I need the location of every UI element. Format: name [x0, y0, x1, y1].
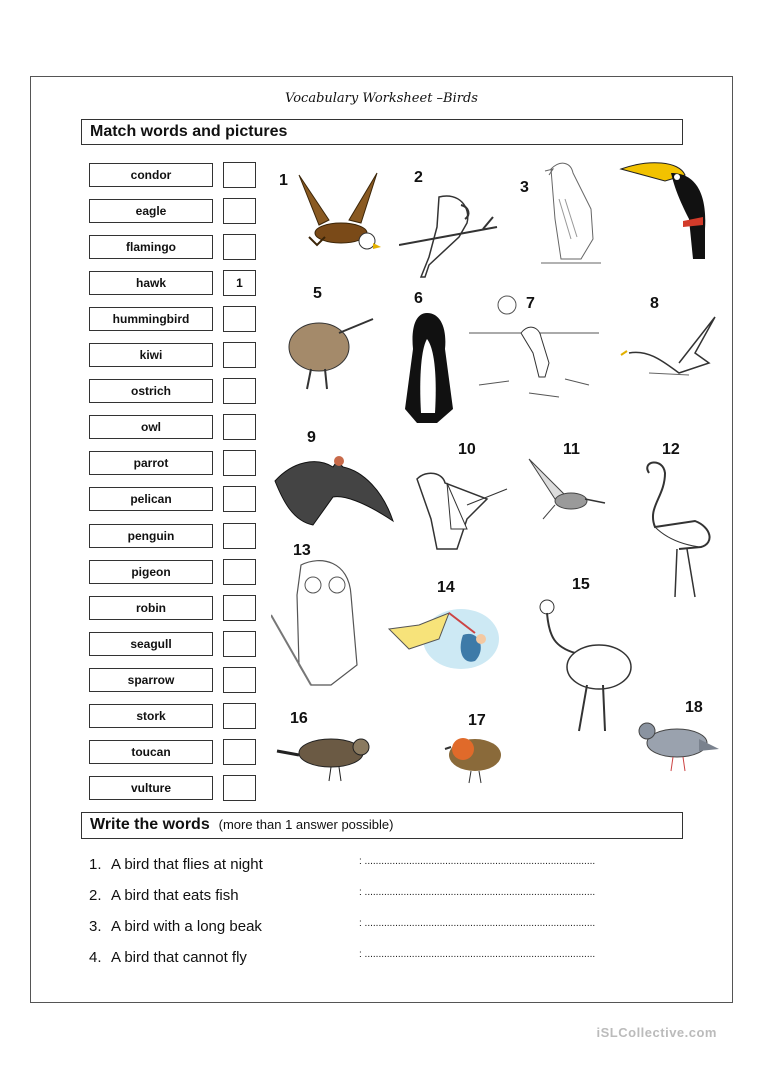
kiwi-picture	[281, 303, 377, 393]
picture-number: 17	[468, 712, 486, 729]
answer-box[interactable]	[223, 198, 256, 224]
question-number: 2.	[89, 887, 102, 904]
flamingo-picture	[635, 457, 721, 601]
ostrich-picture	[535, 597, 639, 737]
word-item: stork	[89, 704, 213, 728]
answer-box[interactable]: 1	[223, 270, 256, 296]
answer-box[interactable]	[223, 667, 256, 693]
picture-number: 5	[313, 285, 322, 302]
owl-picture	[271, 555, 365, 691]
question-row	[89, 887, 239, 904]
word-item: pigeon	[89, 560, 213, 584]
picture-number: 9	[307, 429, 316, 446]
word-item: condor	[89, 163, 213, 187]
eagle-picture	[289, 165, 385, 261]
section-match-header	[81, 119, 683, 145]
picture-number: 13	[293, 542, 311, 559]
picture-number: 8	[650, 295, 659, 312]
hawk-picture	[531, 159, 611, 269]
picture-number: 11	[563, 441, 580, 458]
worksheet-title: Vocabulary Worksheet –Birds	[285, 91, 478, 106]
question-row	[89, 949, 247, 966]
footer-brand: iSLCollective.com	[596, 1025, 717, 1040]
picture-number: 16	[290, 710, 308, 727]
pigeon-picture	[633, 713, 721, 777]
word-item: sparrow	[89, 668, 213, 692]
vulture-picture	[469, 293, 599, 413]
section-write-subtitle: (more than 1 answer possible)	[218, 817, 394, 832]
answer-box[interactable]	[223, 162, 256, 188]
word-item: hummingbird	[89, 307, 213, 331]
answer-box[interactable]	[223, 775, 256, 801]
answer-box[interactable]	[223, 739, 256, 765]
word-item: toucan	[89, 740, 213, 764]
sparrow-picture	[275, 725, 381, 785]
word-item: seagull	[89, 632, 213, 656]
robin-picture	[441, 729, 513, 787]
picture-number: 1	[279, 172, 288, 189]
answer-box[interactable]	[223, 486, 256, 512]
picture-number: 10	[458, 441, 476, 458]
word-item: flamingo	[89, 235, 213, 259]
question-text: A bird that flies at night	[111, 856, 263, 873]
picture-number: 14	[437, 579, 455, 596]
picture-number: 3	[520, 179, 529, 196]
toucan-picture	[619, 159, 719, 269]
worksheet	[30, 76, 733, 1003]
answer-box[interactable]	[223, 559, 256, 585]
question-row	[89, 918, 262, 935]
hummingbird-picture	[525, 455, 607, 527]
picture-number: 18	[685, 699, 703, 716]
seagull-picture	[619, 313, 719, 397]
picture-number: 12	[662, 441, 680, 458]
word-item: ostrich	[89, 379, 213, 403]
answer-box[interactable]	[223, 631, 256, 657]
answer-box[interactable]	[223, 378, 256, 404]
section-write-header	[81, 812, 683, 839]
answer-line[interactable]: : ...................................................................................	[359, 949, 596, 960]
condor-picture	[273, 441, 397, 531]
answer-box[interactable]	[223, 234, 256, 260]
answer-line[interactable]: : ...................................................................................	[359, 918, 596, 929]
question-number: 4.	[89, 949, 102, 966]
word-item: hawk	[89, 271, 213, 295]
answer-line[interactable]: : ...................................................................................	[359, 887, 596, 898]
answer-box[interactable]	[223, 342, 256, 368]
word-item: vulture	[89, 776, 213, 800]
penguin-picture	[397, 309, 461, 429]
answer-box[interactable]	[223, 414, 256, 440]
parrot-picture	[399, 187, 499, 283]
word-item: eagle	[89, 199, 213, 223]
picture-number: 15	[572, 576, 590, 593]
question-number: 3.	[89, 918, 102, 935]
picture-number: 2	[414, 169, 423, 186]
section-match-title: Match words and pictures	[90, 123, 288, 140]
answer-box[interactable]	[223, 306, 256, 332]
word-item: pelican	[89, 487, 213, 511]
question-row	[89, 856, 263, 873]
question-text: A bird that cannot fly	[111, 949, 247, 966]
answer-box[interactable]	[223, 703, 256, 729]
stork-picture	[379, 599, 503, 679]
answer-box[interactable]	[223, 595, 256, 621]
answer-box[interactable]	[223, 523, 256, 549]
word-item: parrot	[89, 451, 213, 475]
picture-number: 6	[414, 290, 423, 307]
answer-line[interactable]: : ...................................................................................	[359, 856, 596, 867]
answer-box[interactable]	[223, 450, 256, 476]
question-text: A bird that eats fish	[111, 887, 239, 904]
word-item: kiwi	[89, 343, 213, 367]
pelican-picture	[407, 459, 509, 559]
section-write-title: Write the words	[90, 816, 210, 833]
question-text: A bird with a long beak	[111, 918, 262, 935]
word-item: owl	[89, 415, 213, 439]
question-number: 1.	[89, 856, 102, 873]
word-item: penguin	[89, 524, 213, 548]
picture-number: 7	[526, 295, 535, 312]
word-item: robin	[89, 596, 213, 620]
